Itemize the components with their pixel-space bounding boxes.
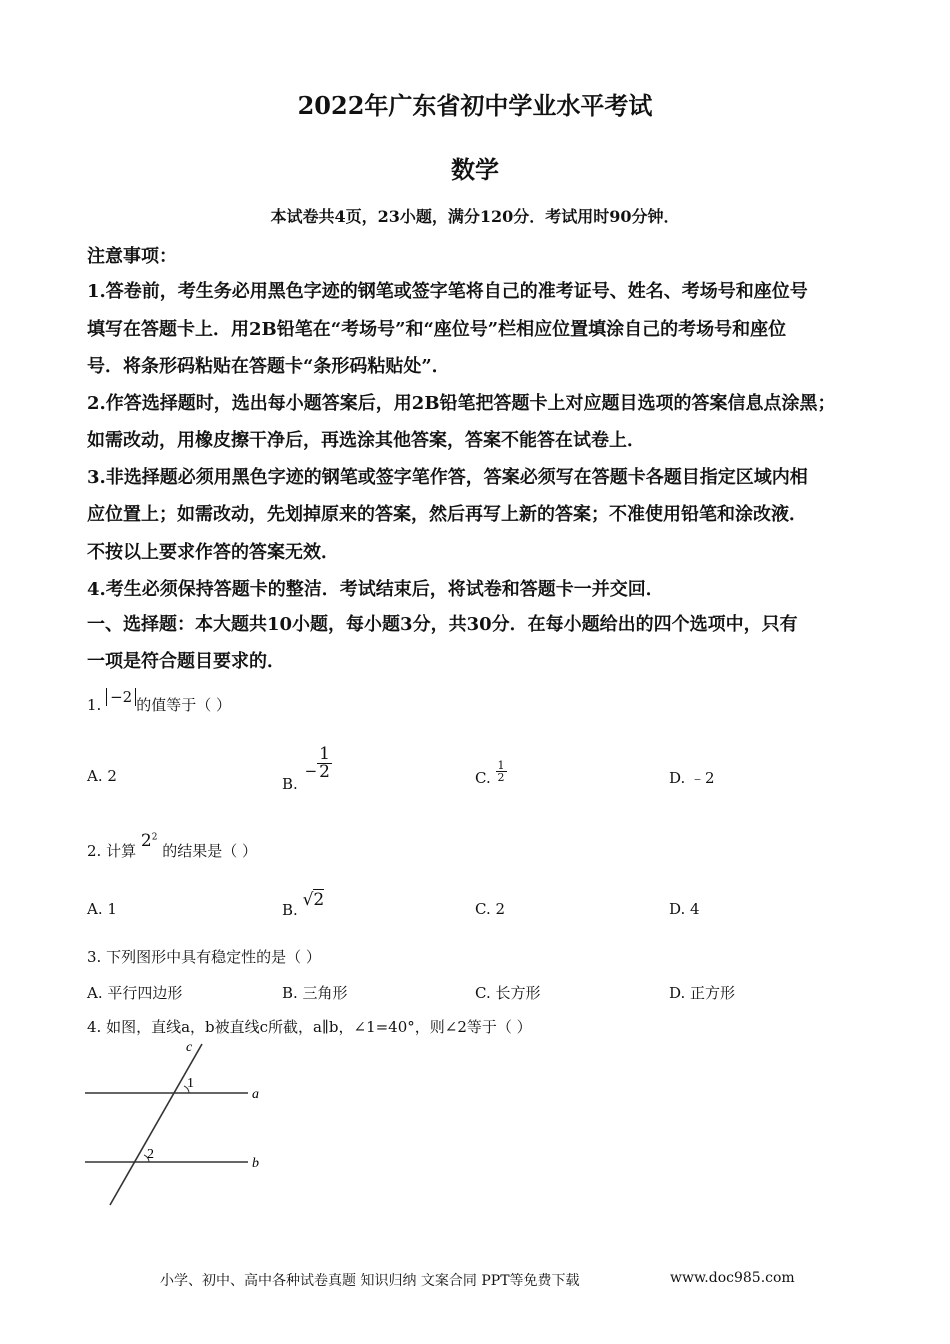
q1-option-a[interactable]: A. 2 xyxy=(87,767,117,785)
label-angle-1: 1 xyxy=(187,1076,194,1091)
q1-option-d[interactable]: D. ﹣2 xyxy=(669,769,715,787)
question-4-stem: 4. 如图，直线a，b被直线c所截，a∥b，∠1=40°，则∠2等于（ ） xyxy=(87,1018,532,1036)
subject-title: 数学 xyxy=(451,155,499,184)
q2-option-b[interactable]: B. √2 xyxy=(282,890,325,919)
notice-line: 号．将条形码粘贴在答题卡“条形码粘贴处”． xyxy=(87,356,450,377)
q2-option-a[interactable]: A. 1 xyxy=(87,900,117,918)
notice-line: 如需改动，用橡皮擦干净后，再选涂其他答案，答案不能答在试卷上． xyxy=(87,430,645,451)
notice-line: 2.作答选择题时，选出每小题答案后，用2B铅笔把答题卡上对应题目选项的答案信息点涂黑； xyxy=(87,393,836,414)
q2-option-d[interactable]: D. 4 xyxy=(669,900,700,918)
question-number: 1. xyxy=(87,696,102,714)
section-heading-cont: 一项是符合题目要求的． xyxy=(87,651,285,672)
footer-text: 小学、初中、高中各种试卷真题 知识归纳 文案合同 PPT等免费下载 xyxy=(160,1273,580,1289)
line-c xyxy=(110,1044,202,1205)
question-3-stem: 3. 下列图形中具有稳定性的是（ ） xyxy=(87,948,321,966)
q3-option-d[interactable]: D. 正方形 xyxy=(669,984,736,1002)
question-1-stem xyxy=(87,688,231,715)
label-angle-2: 2 xyxy=(147,1147,154,1162)
sqrt-expression: √2 xyxy=(302,890,325,910)
notice-line: 4.考生必须保持答题卡的整洁．考试结束后，将试卷和答题卡一并交回． xyxy=(87,579,664,600)
parallel-lines-figure xyxy=(80,1040,270,1215)
power-expression: $2^2$ xyxy=(140,831,158,851)
notice-line: 不按以上要求作答的答案无效． xyxy=(87,542,339,563)
label-c: c xyxy=(186,1040,193,1055)
q1-option-b[interactable]: B. − $\frac{1}{2}$ xyxy=(282,744,330,793)
q3-option-c[interactable]: C. 长方形 xyxy=(475,984,541,1002)
page-title: 2022年广东省初中学业水平考试 xyxy=(297,91,653,120)
fraction: $\frac{1}{2}$ xyxy=(319,744,330,782)
notice-line: 填写在答题卡上．用2B铅笔在“考场号”和“座位号”栏相应位置填涂自己的考场号和座位 xyxy=(87,319,787,340)
notice-line: 应位置上；如需改动，先划掉原来的答案，然后再写上新的答案；不准使用铅笔和涂改液． xyxy=(87,504,807,525)
q1-option-c[interactable]: C. $\frac{1}{2}$ xyxy=(475,759,505,787)
q3-option-a[interactable]: A. 平行四边形 xyxy=(87,984,183,1002)
notice-heading: 注意事项： xyxy=(87,246,177,267)
notice-line: 3.非选择题必须用黑色字迹的钢笔或签字笔作答，答案必须写在答题卡各题目指定区域内相 xyxy=(87,467,808,488)
absolute-value-expression: −2 xyxy=(106,688,136,706)
minus-sign: − xyxy=(304,761,318,780)
exam-info: 本试卷共4页，23小题，满分120分．考试用时90分钟． xyxy=(270,207,680,226)
q2-option-c[interactable]: C. 2 xyxy=(475,900,506,918)
question-1-suffix: 的值等于（ ） xyxy=(136,696,231,714)
fraction: $\frac{1}{2}$ xyxy=(497,759,505,784)
footer-link[interactable]: www.doc985.com xyxy=(670,1270,795,1286)
label-a: a xyxy=(252,1087,259,1102)
notice-line: 1.答卷前，考生务必用黑色字迹的钢笔或签字笔将自己的准考证号、姓名、考场号和座位号 xyxy=(87,281,808,302)
label-b: b xyxy=(252,1156,259,1171)
q3-option-b[interactable]: B. 三角形 xyxy=(282,984,348,1002)
question-2-stem: 2. 计算 $2^2$ 的结果是（ ） xyxy=(87,831,257,860)
section-heading: 一、选择题：本大题共10小题，每小题3分，共30分．在每小题给出的四个选项中，只有 xyxy=(87,614,798,635)
